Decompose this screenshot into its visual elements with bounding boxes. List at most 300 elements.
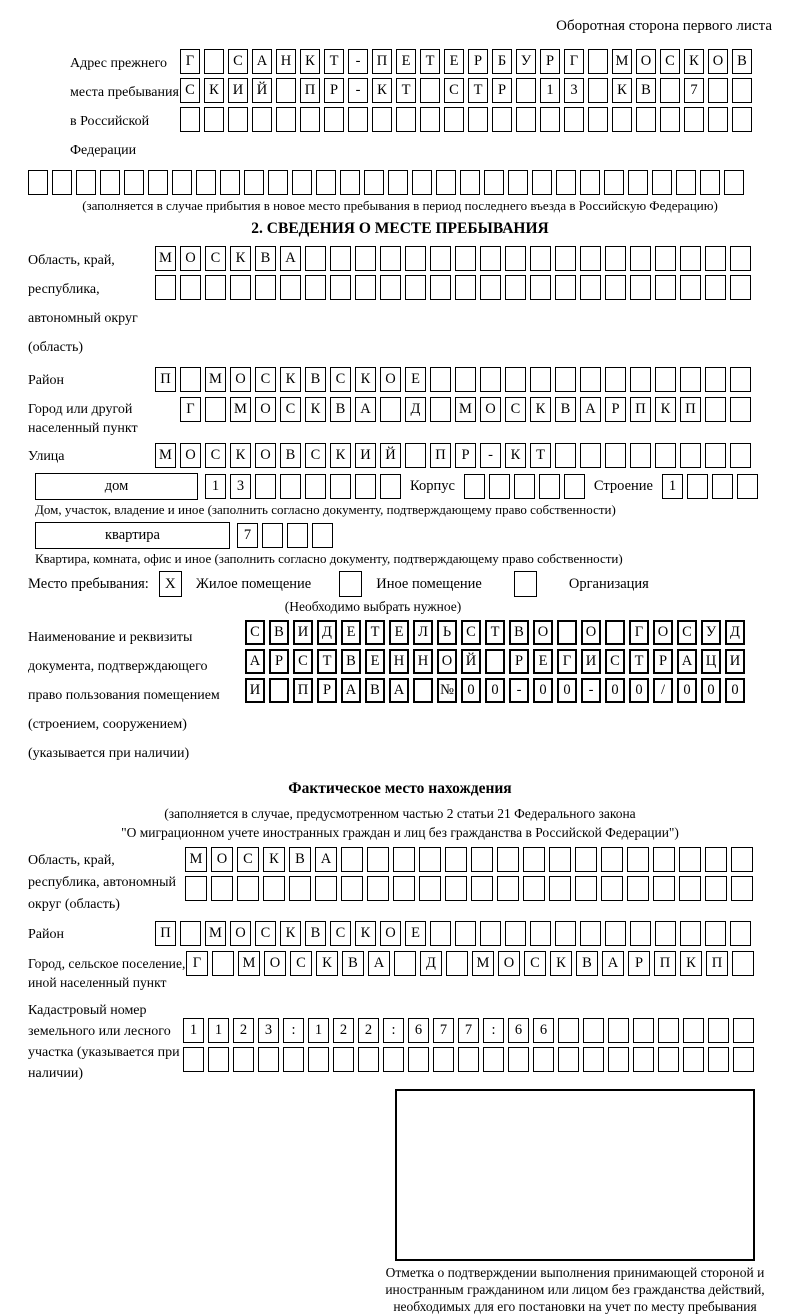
char-cell: О	[480, 397, 501, 422]
char-cell: С	[180, 78, 200, 103]
char-cell	[655, 367, 676, 392]
char-cell	[549, 876, 571, 901]
char-cell	[436, 170, 456, 195]
char-cell	[492, 107, 512, 132]
char-cell: К	[330, 443, 351, 468]
char-cell: Р	[540, 49, 560, 74]
char-cell: Р	[269, 649, 289, 674]
char-cell	[380, 275, 401, 300]
char-cell	[287, 523, 308, 548]
char-cell	[445, 847, 467, 872]
char-cell	[633, 1018, 654, 1043]
char-cell	[679, 847, 701, 872]
char-cell: В	[576, 951, 598, 976]
char-cell	[185, 876, 207, 901]
char-cell	[705, 246, 726, 271]
region-field	[28, 246, 772, 362]
char-cell	[605, 620, 625, 645]
char-row	[155, 246, 751, 271]
char-cell	[580, 443, 601, 468]
char-cell	[730, 397, 751, 422]
street-field	[28, 443, 772, 468]
char-cell: В	[255, 246, 276, 271]
stay-type-label: Место пребывания:	[28, 575, 149, 592]
char-cell: Т	[629, 649, 649, 674]
char-cell: П	[706, 951, 728, 976]
char-cell	[292, 170, 312, 195]
char-cell: К	[280, 367, 301, 392]
char-cell	[289, 876, 311, 901]
char-cell: 0	[557, 678, 577, 703]
other-premises-label: Иное помещение	[376, 575, 482, 592]
char-cell: О	[255, 397, 276, 422]
char-cell	[348, 107, 368, 132]
char-cell: А	[355, 397, 376, 422]
prev-address-field	[28, 49, 772, 165]
char-cell	[255, 275, 276, 300]
char-cell: 6	[408, 1018, 429, 1043]
char-cell: Т	[530, 443, 551, 468]
char-cell	[612, 107, 632, 132]
char-cell	[712, 474, 733, 499]
char-cell: О	[498, 951, 520, 976]
char-cell: В	[305, 921, 326, 946]
char-cell: А	[389, 678, 409, 703]
char-cell: М	[155, 443, 176, 468]
char-cell: 2	[233, 1018, 254, 1043]
char-cell: -	[348, 49, 368, 74]
cadastral-field	[28, 997, 772, 1084]
char-cell	[630, 921, 651, 946]
char-cell	[601, 876, 623, 901]
char-cell: И	[293, 620, 313, 645]
char-cell: О	[211, 847, 233, 872]
actual-region-label: Область, край, республика, автономный округ (область)	[28, 853, 177, 912]
prev-address-label: Адрес прежнего места пребывания в Российской Федерации	[70, 56, 179, 158]
char-cell	[523, 876, 545, 901]
char-cell	[480, 246, 501, 271]
char-cell: Е	[389, 620, 409, 645]
char-cell: Р	[653, 649, 673, 674]
char-cell: 6	[508, 1018, 529, 1043]
char-cell: К	[355, 921, 376, 946]
char-cell: М	[472, 951, 494, 976]
prev-address-caption: (заполняется в случае прибытия в новое место пребывания в период последнего въезда в Российскую Федерацию)	[82, 198, 718, 213]
char-cell	[340, 170, 360, 195]
char-cell	[480, 367, 501, 392]
char-cell: О	[581, 620, 601, 645]
char-cell	[516, 78, 536, 103]
char-row	[180, 107, 752, 132]
char-cell	[564, 474, 585, 499]
char-cell: Е	[405, 921, 426, 946]
char-cell	[660, 107, 680, 132]
char-cell: 7	[684, 78, 704, 103]
char-cell: П	[630, 397, 651, 422]
char-cell: А	[315, 847, 337, 872]
char-cell: О	[636, 49, 656, 74]
char-row	[183, 1018, 754, 1043]
char-cell: О	[255, 443, 276, 468]
char-cell	[430, 921, 451, 946]
char-cell: В	[305, 367, 326, 392]
char-row	[245, 678, 745, 703]
char-cell	[658, 1018, 679, 1043]
char-cell	[420, 107, 440, 132]
char-cell	[430, 246, 451, 271]
char-cell: 2	[358, 1018, 379, 1043]
char-cell: Т	[420, 49, 440, 74]
char-cell	[308, 1047, 329, 1072]
char-cell	[333, 1047, 354, 1072]
apartment-box: квартира	[35, 522, 230, 549]
char-row	[155, 443, 751, 468]
char-cell	[708, 107, 728, 132]
char-cell	[730, 367, 751, 392]
char-cell: А	[341, 678, 361, 703]
char-cell: №	[437, 678, 457, 703]
char-cell	[458, 1047, 479, 1072]
char-cell: В	[732, 49, 752, 74]
char-cell	[564, 107, 584, 132]
char-cell	[732, 78, 752, 103]
char-cell	[556, 170, 576, 195]
street-label: Улица	[28, 449, 65, 464]
char-cell	[608, 1018, 629, 1043]
char-cell	[484, 170, 504, 195]
char-cell: :	[283, 1018, 304, 1043]
char-cell	[523, 847, 545, 872]
char-cell	[444, 107, 464, 132]
char-cell	[305, 246, 326, 271]
char-cell	[420, 78, 440, 103]
char-cell	[52, 170, 72, 195]
char-cell	[180, 921, 201, 946]
char-cell: 0	[725, 678, 745, 703]
char-cell	[355, 474, 376, 499]
char-cell	[258, 1047, 279, 1072]
char-cell	[211, 876, 233, 901]
char-row	[185, 847, 753, 872]
char-cell	[708, 1047, 729, 1072]
char-cell	[419, 876, 441, 901]
char-cell	[558, 1047, 579, 1072]
char-cell	[280, 474, 301, 499]
char-cell: Е	[365, 649, 385, 674]
char-cell	[630, 275, 651, 300]
char-cell	[630, 246, 651, 271]
char-cell	[405, 246, 426, 271]
char-cell	[655, 443, 676, 468]
char-cell	[737, 474, 758, 499]
char-cell	[367, 876, 389, 901]
stroenie-label: Строение	[593, 478, 653, 494]
char-cell	[180, 275, 201, 300]
char-cell: П	[300, 78, 320, 103]
char-cell: 0	[485, 678, 505, 703]
char-cell	[489, 474, 510, 499]
char-cell: 3	[258, 1018, 279, 1043]
char-cell: -	[509, 678, 529, 703]
char-cell	[430, 275, 451, 300]
char-cell	[633, 1047, 654, 1072]
char-cell: Т	[324, 49, 344, 74]
char-cell	[636, 107, 656, 132]
char-cell	[508, 1047, 529, 1072]
char-cell	[280, 275, 301, 300]
char-cell: Р	[509, 649, 529, 674]
actual-district-label: Район	[28, 927, 64, 942]
char-cell: П	[430, 443, 451, 468]
char-cell: В	[280, 443, 301, 468]
char-cell	[540, 107, 560, 132]
char-cell: М	[185, 847, 207, 872]
char-cell: М	[155, 246, 176, 271]
char-cell: П	[293, 678, 313, 703]
char-cell: -	[581, 678, 601, 703]
char-cell: О	[653, 620, 673, 645]
char-cell: Г	[564, 49, 584, 74]
char-cell	[605, 275, 626, 300]
char-cell	[605, 443, 626, 468]
char-cell	[276, 78, 296, 103]
prev-address-rows	[180, 49, 752, 132]
char-cell: А	[252, 49, 272, 74]
char-cell	[180, 367, 201, 392]
char-cell	[605, 367, 626, 392]
char-cell: С	[305, 443, 326, 468]
char-cell: О	[533, 620, 553, 645]
char-cell	[283, 1047, 304, 1072]
actual-region-field	[28, 847, 772, 916]
char-cell: Р	[317, 678, 337, 703]
char-cell: :	[483, 1018, 504, 1043]
char-cell: 1	[183, 1018, 204, 1043]
char-cell: Г	[629, 620, 649, 645]
char-cell: 2	[333, 1018, 354, 1043]
char-cell: П	[654, 951, 676, 976]
char-cell: Д	[405, 397, 426, 422]
char-cell	[705, 367, 726, 392]
house-box: дом	[35, 473, 198, 500]
char-cell: Й	[252, 78, 272, 103]
char-cell	[705, 397, 726, 422]
char-cell	[364, 170, 384, 195]
char-cell	[76, 170, 96, 195]
char-cell	[341, 847, 363, 872]
char-cell: Е	[444, 49, 464, 74]
char-cell: Е	[405, 367, 426, 392]
char-cell: К	[230, 246, 251, 271]
char-cell: С	[245, 620, 265, 645]
other-premises-checkbox[interactable]	[339, 571, 362, 597]
char-cell: О	[380, 367, 401, 392]
char-row	[155, 921, 751, 946]
char-cell	[530, 921, 551, 946]
char-cell	[530, 367, 551, 392]
char-cell	[464, 474, 485, 499]
char-cell	[383, 1047, 404, 1072]
char-cell: И	[245, 678, 265, 703]
char-cell	[555, 921, 576, 946]
char-cell: М	[230, 397, 251, 422]
char-cell	[358, 1047, 379, 1072]
char-cell: С	[524, 951, 546, 976]
korpus-label: Корпус	[410, 478, 455, 494]
char-cell	[312, 523, 333, 548]
char-cell: К	[372, 78, 392, 103]
char-cell	[730, 275, 751, 300]
char-cell	[372, 107, 392, 132]
char-cell	[276, 107, 296, 132]
char-cell: :	[383, 1018, 404, 1043]
char-cell: А	[368, 951, 390, 976]
house-field	[35, 473, 772, 500]
char-cell	[315, 876, 337, 901]
char-cell	[483, 1047, 504, 1072]
char-cell: Р	[455, 443, 476, 468]
char-cell	[419, 847, 441, 872]
char-cell	[549, 847, 571, 872]
char-cell: С	[461, 620, 481, 645]
confirmation-stamp-box	[395, 1089, 755, 1261]
char-cell	[683, 1047, 704, 1072]
char-cell	[396, 107, 416, 132]
char-cell: У	[516, 49, 536, 74]
char-cell	[183, 1047, 204, 1072]
char-cell	[733, 1018, 754, 1043]
char-cell	[455, 367, 476, 392]
char-cell	[155, 275, 176, 300]
char-cell	[680, 367, 701, 392]
char-cell: К	[300, 49, 320, 74]
char-cell	[341, 876, 363, 901]
residential-checkbox[interactable]: X	[159, 571, 182, 597]
char-cell: В	[330, 397, 351, 422]
char-cell: Д	[725, 620, 745, 645]
char-cell	[705, 921, 726, 946]
char-cell: А	[677, 649, 697, 674]
char-cell: К	[204, 78, 224, 103]
char-cell	[733, 1047, 754, 1072]
char-cell: 1	[662, 474, 683, 499]
char-cell	[530, 246, 551, 271]
char-cell: К	[305, 397, 326, 422]
char-cell	[124, 170, 144, 195]
char-cell: Р	[492, 78, 512, 103]
organization-label: Организация	[568, 575, 649, 592]
char-cell	[516, 107, 536, 132]
char-cell	[627, 847, 649, 872]
char-cell: О	[180, 246, 201, 271]
actual-location-title: Фактическое место нахождения	[288, 780, 512, 797]
char-cell	[580, 921, 601, 946]
char-cell	[653, 847, 675, 872]
char-cell: К	[280, 921, 301, 946]
char-cell	[655, 275, 676, 300]
char-cell: Ц	[701, 649, 721, 674]
char-cell	[445, 876, 467, 901]
char-cell	[705, 847, 727, 872]
char-cell	[430, 367, 451, 392]
char-cell	[367, 847, 389, 872]
char-cell	[684, 107, 704, 132]
char-cell: К	[655, 397, 676, 422]
actual-district-field	[28, 921, 772, 946]
char-cell: К	[550, 951, 572, 976]
char-row	[180, 397, 751, 422]
char-cell: Т	[396, 78, 416, 103]
char-row	[155, 367, 751, 392]
char-cell	[588, 107, 608, 132]
char-cell: О	[180, 443, 201, 468]
char-cell	[700, 170, 720, 195]
char-cell	[555, 443, 576, 468]
char-cell	[204, 107, 224, 132]
char-cell	[555, 367, 576, 392]
char-cell	[575, 876, 597, 901]
char-cell	[630, 367, 651, 392]
char-cell	[237, 876, 259, 901]
char-cell: Е	[341, 620, 361, 645]
char-cell: С	[660, 49, 680, 74]
char-cell: В	[341, 649, 361, 674]
char-cell: /	[653, 678, 673, 703]
char-cell	[330, 474, 351, 499]
char-cell	[460, 170, 480, 195]
actual-city-field	[28, 951, 772, 992]
char-cell	[205, 397, 226, 422]
char-cell	[204, 49, 224, 74]
char-cell	[413, 678, 433, 703]
char-cell	[680, 443, 701, 468]
char-cell: К	[505, 443, 526, 468]
char-cell: Г	[557, 649, 577, 674]
char-cell: Г	[186, 951, 208, 976]
char-row	[245, 649, 745, 674]
district-label: Район	[28, 373, 64, 388]
char-cell: М	[205, 367, 226, 392]
char-cell	[455, 921, 476, 946]
char-cell	[262, 523, 283, 548]
actual-location-caption-1: (заполняется в случае, предусмотренном частью 2 статьи 21 Федерального закона	[164, 806, 636, 821]
char-cell	[324, 107, 344, 132]
char-cell: О	[230, 921, 251, 946]
char-cell: Р	[628, 951, 650, 976]
char-cell	[505, 921, 526, 946]
char-cell	[480, 275, 501, 300]
char-cell: П	[680, 397, 701, 422]
char-cell	[433, 1047, 454, 1072]
char-cell	[505, 367, 526, 392]
char-cell	[660, 78, 680, 103]
char-cell	[583, 1047, 604, 1072]
char-cell: М	[238, 951, 260, 976]
char-cell	[208, 1047, 229, 1072]
char-cell	[455, 246, 476, 271]
char-cell: М	[612, 49, 632, 74]
char-cell	[730, 443, 751, 468]
char-cell	[724, 170, 744, 195]
char-cell	[533, 1047, 554, 1072]
char-cell	[268, 170, 288, 195]
char-cell	[732, 107, 752, 132]
char-cell: Й	[461, 649, 481, 674]
organization-checkbox[interactable]	[514, 571, 537, 597]
char-cell: К	[316, 951, 338, 976]
char-cell: К	[530, 397, 551, 422]
char-cell: 6	[533, 1018, 554, 1043]
